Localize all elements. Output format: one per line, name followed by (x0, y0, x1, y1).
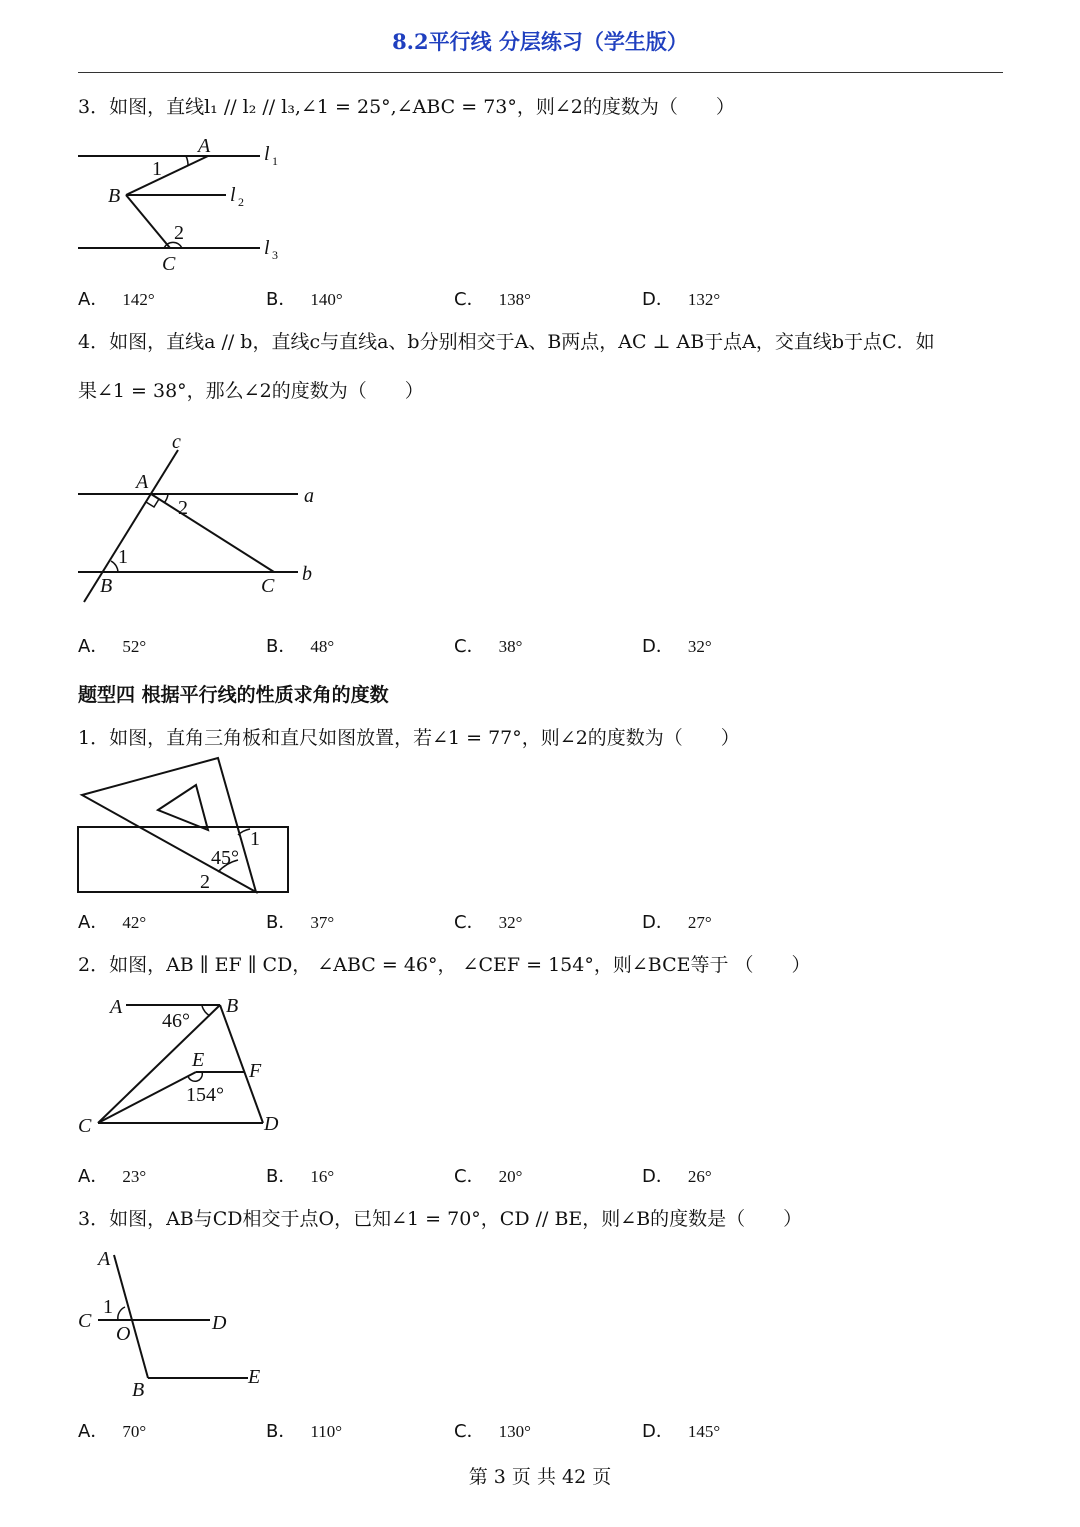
question-3-figure (78, 135, 298, 275)
fig-label-45-degrees: 45° (211, 847, 239, 869)
fig-label-l2-sub: 2 (238, 195, 244, 209)
option-b[interactable]: B． 37° (266, 912, 335, 933)
fig-label-E: E (192, 1049, 205, 1071)
fig-label-a: a (304, 485, 314, 507)
fig-label-angle-2: 2 (178, 497, 188, 519)
s4-question-3-figure (78, 1245, 278, 1400)
fig-label-C: C (261, 575, 275, 597)
fig-label-D: D (212, 1312, 227, 1334)
option-d[interactable]: D． 145° (642, 1421, 721, 1442)
fig-label-l2: l (230, 184, 236, 206)
option-c[interactable]: C． 130° (454, 1421, 531, 1442)
fig-label-c: c (172, 431, 181, 453)
s4-question-3-stem: 3．如图，AB与CD相交于点O，已知∠1 = 70°，CD // BE，则∠B的度数是（ ） (78, 1208, 803, 1230)
question-4-stem-line1: 4．如图，直线a // b，直线c与直线a、b分别相交于A、B两点，AC ⊥ AB于点A，交直线b于点C．如 (78, 331, 935, 353)
option-b[interactable]: B． 140° (266, 289, 343, 310)
option-b[interactable]: B． 16° (266, 1166, 335, 1187)
fig-label-l3-sub: 3 (272, 248, 278, 262)
option-c[interactable]: C． 32° (454, 912, 523, 933)
section-title: 题型四 根据平行线的性质求角的度数 (78, 684, 389, 706)
option-d[interactable]: D． 132° (642, 289, 721, 310)
question-4-figure (78, 430, 328, 610)
fig-label-A: A (136, 471, 149, 493)
option-d[interactable]: D． 27° (642, 912, 712, 933)
option-b[interactable]: B． 48° (266, 636, 335, 657)
fig-label-angle-1: 1 (152, 158, 162, 180)
question-3-stem: 3．如图，直线l₁ // l₂ // l₃,∠1 = 25°,∠ABC = 73°，则∠2的度数为（ ） (78, 96, 735, 118)
fig-label-46-degrees: 46° (162, 1010, 190, 1032)
option-b[interactable]: B． 110° (266, 1421, 343, 1442)
option-c[interactable]: C． 138° (454, 289, 531, 310)
fig-label-E: E (248, 1366, 261, 1388)
fig-label-A: A (110, 996, 123, 1018)
s4-question-1-stem: 1．如图，直角三角板和直尺如图放置，若∠1 = 77°，则∠2的度数为（ ） (78, 727, 740, 749)
option-d[interactable]: D． 26° (642, 1166, 712, 1187)
fig-label-l3: l (264, 237, 270, 259)
option-d[interactable]: D． 32° (642, 636, 712, 657)
fig-label-l1: l (264, 143, 270, 165)
fig-label-B: B (226, 995, 239, 1017)
fig-label-F: F (249, 1060, 262, 1082)
fig-label-B: B (100, 575, 113, 597)
question-4-stem-line2: 果∠1 = 38°，那么∠2的度数为（ ） (78, 380, 424, 402)
fig-label-C: C (162, 253, 176, 275)
fig-label-angle-2: 2 (200, 871, 210, 893)
option-a[interactable]: A． 52° (78, 636, 147, 657)
fig-label-C: C (78, 1310, 92, 1332)
fig-label-O: O (116, 1323, 131, 1345)
option-a[interactable]: A． 142° (78, 289, 155, 310)
s4-question-1-figure (78, 755, 298, 900)
fig-label-angle-1: 1 (250, 828, 260, 850)
fig-label-A: A (198, 135, 211, 157)
header-divider (78, 72, 1003, 73)
s4-question-2-stem: 2．如图，AB ∥ EF ∥ CD， ∠ABC = 46°， ∠CEF = 154°，则∠BCE等于 （ ） (78, 954, 811, 976)
fig-label-D: D (264, 1113, 279, 1135)
fig-label-B: B (132, 1379, 145, 1401)
fig-label-A: A (98, 1248, 111, 1270)
s4-question-2-figure (78, 990, 298, 1140)
fig-label-angle-1: 1 (103, 1296, 113, 1318)
fig-label-angle-2: 2 (174, 222, 184, 244)
fig-label-b: b (302, 563, 312, 585)
fig-label-angle-1: 1 (118, 546, 128, 568)
fig-label-154-degrees: 154° (186, 1084, 224, 1106)
fig-label-l1-sub: 1 (272, 154, 278, 168)
option-a[interactable]: A． 70° (78, 1421, 147, 1442)
option-c[interactable]: C． 38° (454, 636, 523, 657)
fig-label-C: C (78, 1115, 92, 1137)
option-a[interactable]: A． 42° (78, 912, 147, 933)
option-c[interactable]: C． 20° (454, 1166, 523, 1187)
page-footer: 第 3 页 共 42 页 (468, 1466, 612, 1488)
page-header-title: 8.2平行线 分层练习（学生版） (392, 29, 688, 54)
fig-label-B: B (108, 185, 121, 207)
option-a[interactable]: A． 23° (78, 1166, 147, 1187)
